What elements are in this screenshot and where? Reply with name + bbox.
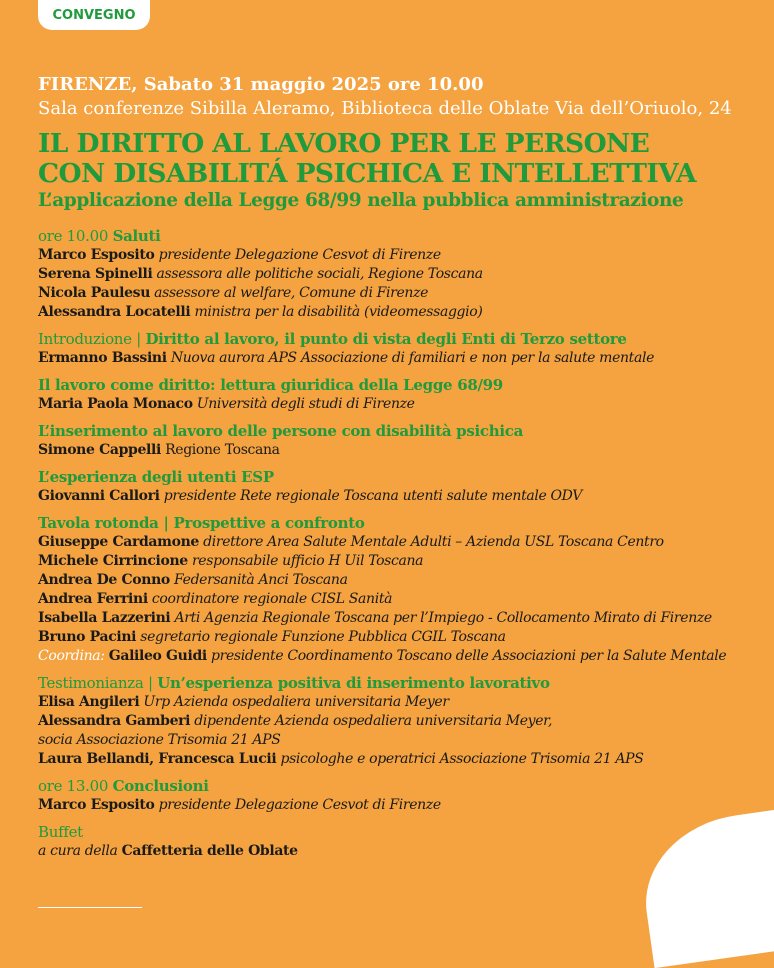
speaker-row (38, 552, 758, 571)
section-label: Il lavoro come diritto: lettura giuridica della Legge 68/99 (38, 376, 503, 394)
section-legge (38, 376, 758, 414)
bottom-divider (38, 907, 142, 908)
section-conclusioni (38, 777, 758, 815)
speaker-name: Andrea Ferrini (38, 591, 148, 607)
flyer-content (38, 73, 758, 869)
section-time: ore 13.00 (38, 777, 109, 795)
speaker-row (38, 628, 758, 647)
section-label: L’esperienza degli utenti ESP (38, 468, 274, 486)
section-label: L’inserimento al lavoro delle persone con disabilità psichica (38, 422, 523, 440)
section-heading (38, 330, 758, 349)
speaker-row (38, 571, 758, 590)
speaker-name: Maria Paola Monaco (38, 396, 193, 412)
speaker-role: Regione Toscana (165, 442, 280, 458)
speaker-role: assessore al welfare, Comune di Firenze (154, 285, 429, 301)
event-title-line-2: CON DISABILITÁ PSICHICA E INTELLETTIVA (38, 158, 697, 189)
section-buffet (38, 823, 758, 861)
buffet-name: Caffetteria delle Oblate (121, 843, 298, 859)
speaker-row (38, 303, 758, 322)
section-heading (38, 376, 758, 395)
speaker-role: presidente Delegazione Cesvot di Firenze (158, 797, 441, 813)
speaker-name: Ermanno Bassini (38, 350, 167, 366)
coordina-label: Coordina: (38, 648, 105, 664)
speaker-row (38, 609, 758, 628)
speaker-name: Nicola Paulesu (38, 285, 151, 301)
speaker-name: Giuseppe Cardamone (38, 534, 199, 550)
speaker-role: presidente Delegazione Cesvot di Firenze (158, 247, 441, 263)
speaker-name: Giovanni Callori (38, 488, 160, 504)
section-label: Saluti (112, 227, 161, 245)
buffet-prefix: a cura della (38, 843, 118, 859)
section-label: Tavola rotonda | Prospettive a confronto (38, 514, 365, 532)
speaker-row-continuation (38, 731, 758, 750)
speaker-role: coordinatore regionale CISL Sanità (151, 591, 393, 607)
section-esperienza (38, 468, 758, 506)
speaker-name: Galileo Guidi (108, 648, 207, 664)
speaker-name: Michele Cirrincione (38, 553, 188, 569)
section-heading (38, 422, 758, 441)
section-time: ore 10.00 (38, 227, 109, 245)
section-label: Diritto al lavoro, il punto di vista degli Enti di Terzo settore (145, 330, 627, 348)
speaker-row (38, 590, 758, 609)
speaker-role: Nuova aurora APS Associazione di familiari e non per la salute mentale (170, 350, 655, 366)
section-prefix: Introduzione | (38, 330, 141, 348)
event-date: FIRENZE, Sabato 31 maggio 2025 ore 10.00 (38, 74, 484, 95)
speaker-role: ministra per la disabilità (videomessaggio) (194, 304, 483, 320)
speaker-name: Alessandra Gamberi (38, 713, 191, 729)
speaker-name: Alessandra Locatelli (38, 304, 191, 320)
event-venue: Sala conferenze Sibilla Aleramo, Biblioteca delle Oblate Via dell’Oriuolo, 24 (38, 98, 732, 119)
section-tavola-rotonda (38, 514, 758, 666)
speaker-role: direttore Area Salute Mentale Adulti – Azienda USL Toscana Centro (203, 534, 664, 550)
speaker-name: Isabella Lazzerini (38, 610, 171, 626)
speaker-role: Federsanità Anci Toscana (174, 572, 348, 588)
speaker-name: Marco Esposito (38, 247, 155, 263)
speaker-name: Marco Esposito (38, 797, 155, 813)
speaker-row (38, 533, 758, 552)
speaker-role: Urp Azienda ospedaliera universitaria Meyer (143, 694, 449, 710)
speaker-row (38, 395, 758, 414)
speaker-name: Bruno Pacini (38, 629, 137, 645)
event-subtitle: L’applicazione della Legge 68/99 nella pubblica amministrazione (38, 190, 684, 211)
section-heading (38, 823, 758, 842)
section-heading (38, 227, 758, 246)
speaker-role: presidente Coordinamento Toscano delle Associazioni per la Salute Mentale (210, 648, 727, 664)
speaker-role: responsabile ufficio H Uil Toscana (191, 553, 424, 569)
speaker-row (38, 284, 758, 303)
speaker-role: psicologhe e operatrici Associazione Trisomia 21 APS (280, 751, 644, 767)
section-label: Buffet (38, 823, 83, 841)
section-heading (38, 468, 758, 487)
section-testimonianza (38, 674, 758, 769)
speaker-role: Università degli studi di Firenze (196, 396, 415, 412)
speaker-role: assessora alle politiche sociali, Regione Toscana (156, 266, 483, 282)
speaker-row (38, 265, 758, 284)
speaker-name: Laura Bellandi, Francesca Lucii (38, 751, 277, 767)
speaker-row (38, 487, 758, 506)
speaker-row (38, 246, 758, 265)
speaker-row (38, 750, 758, 769)
speaker-row (38, 349, 758, 368)
speaker-role: Arti Agenzia Regionale Toscana per l’Impiego - Collocamento Mirato di Firenze (174, 610, 712, 626)
section-introduzione (38, 330, 758, 368)
section-heading (38, 777, 758, 796)
speaker-role: socia Associazione Trisomia 21 APS (38, 732, 281, 748)
section-label: Conclusioni (112, 777, 209, 795)
speaker-row (38, 441, 758, 460)
speaker-row (38, 796, 758, 815)
section-prefix: Testimonianza | (38, 674, 153, 692)
section-saluti (38, 227, 758, 322)
speaker-name: Serena Spinelli (38, 266, 153, 282)
speaker-row (38, 693, 758, 712)
section-heading (38, 674, 758, 693)
speaker-row (38, 712, 758, 731)
section-heading (38, 514, 758, 533)
buffet-row (38, 842, 758, 861)
speaker-role: dipendente Azienda ospedaliera universitaria Meyer, (194, 713, 553, 729)
speaker-name: Andrea De Conno (38, 572, 170, 588)
speaker-role: presidente Rete regionale Toscana utenti salute mentale ODV (163, 488, 583, 504)
convegno-badge: CONVEGNO (38, 0, 150, 30)
speaker-role: segretario regionale Funzione Pubblica CGIL Toscana (140, 629, 506, 645)
speaker-name: Simone Cappelli (38, 442, 161, 458)
speaker-name: Elisa Angileri (38, 694, 140, 710)
coordinator-row (38, 647, 758, 666)
section-label: Un’esperienza positiva di inserimento lavorativo (157, 674, 550, 692)
event-title-line-1: IL DIRITTO AL LAVORO PER LE PERSONE (38, 128, 650, 159)
section-inserimento (38, 422, 758, 460)
